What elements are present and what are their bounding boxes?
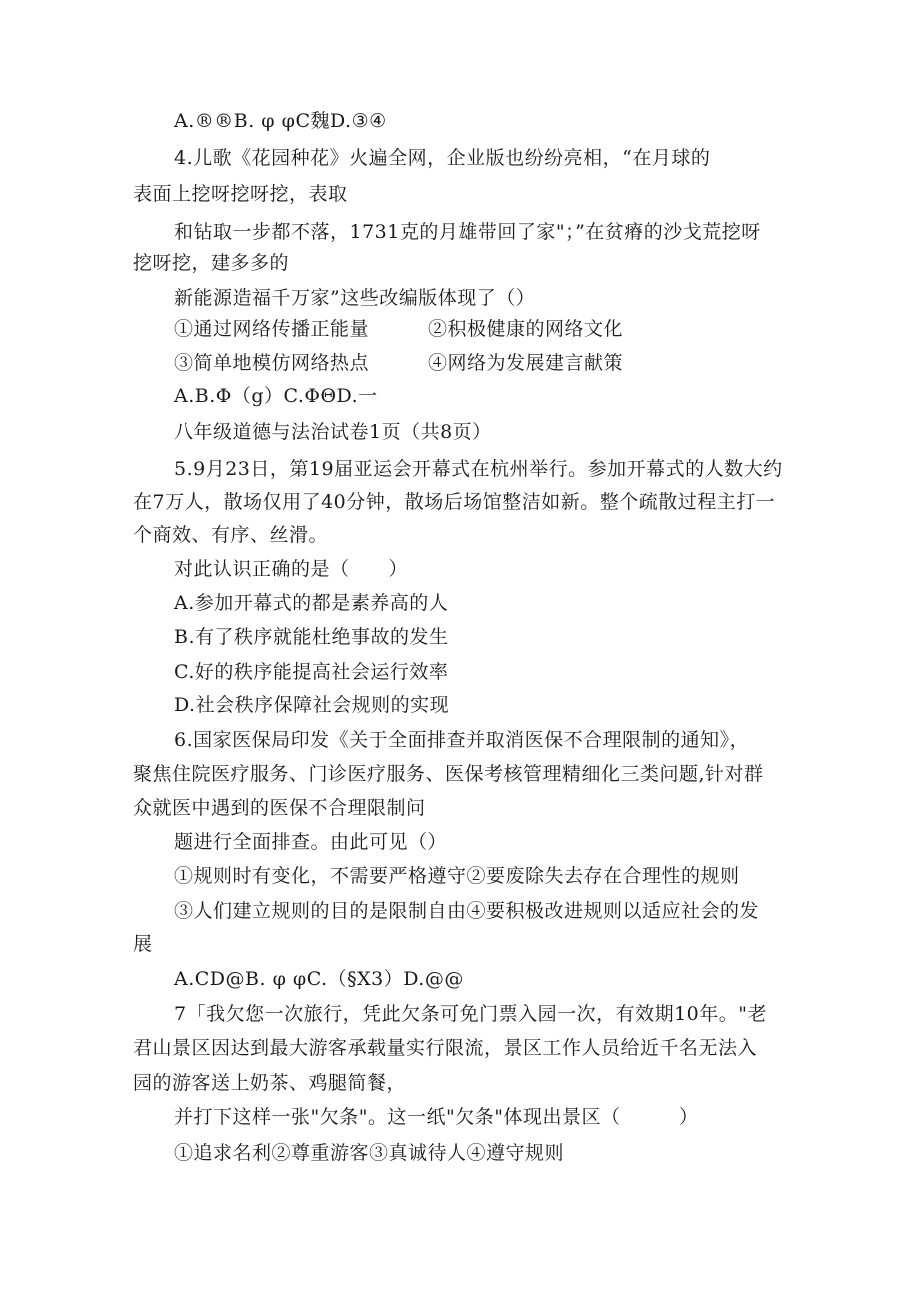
q6-statements-1-2: ①规则时有变化，不需要严格遵守②要废除失去存在合理性的规则	[174, 865, 740, 887]
q4-stem-line5: 新能源造福千万家”这些改编版体现了（）	[174, 287, 536, 309]
q5-option-b: B.有了秩序就能杜绝事故的发生	[174, 626, 449, 648]
q7-stem-line3: 园的游客送上奶茶、鸡腿简餐，	[133, 1072, 407, 1094]
q7-statements: ①追求名利②尊重游客③真诚待人④遵守规则	[174, 1142, 565, 1164]
q5-stem-line3: 个商效、有序、丝滑。	[133, 524, 329, 546]
q7-stem-line1: 7「我欠您一次旅行，凭此欠条可免门票入园一次，有效期10年。"老	[174, 1003, 768, 1025]
q7-stem-line4: 并打下这样一张"欠条"。这一纸"欠条"体现出景区（ ）	[174, 1106, 699, 1128]
page-footer: 八年级道德与法治试卷1页（共8页）	[174, 421, 492, 443]
q4-statement-4: ④网络为发展建言献策	[428, 352, 624, 374]
q6-stem-line1: 6.国家医保局印发《关于全面排查并取消医保不合理限制的通知》，	[174, 729, 750, 751]
q3-options: A.®®B. φ φC魏D.③④	[174, 110, 387, 132]
q4-stem-line2: 表面上挖呀挖呀挖，表取	[133, 183, 348, 205]
q6-statements-wrap: 展	[133, 933, 153, 955]
q4-statement-3: ③简单地模仿网络热点	[174, 352, 370, 374]
q7-stem-line2: 君山景区因达到最大游客承载量实行限流，景区工作人员给近千名无法入	[133, 1037, 758, 1059]
q6-statements-3-4: ③人们建立规则的目的是限制自由④要积极改进规则以适应社会的发	[174, 900, 760, 922]
q5-prompt: 对此认识正确的是（ ）	[174, 558, 409, 580]
q6-stem-line2: 聚焦住院医疗服务、门诊医疗服务、医保考核管理精细化三类问题,针对群	[133, 763, 764, 785]
q5-option-a: A.参加开幕式的都是素养高的人	[174, 592, 449, 614]
q5-option-c: C.好的秩序能提高社会运行效率	[174, 661, 449, 683]
q6-stem-line3: 众就医中遇到的医保不合理限制问	[133, 797, 426, 819]
q5-stem-line2: 在7万人，散场仅用了40分钟，散场后场馆整洁如新。整个疏散过程主打一	[133, 491, 776, 513]
q4-stem-line3: 和钻取一步都不落，1731克的月雄带回了家"；”在贫瘠的沙戈荒挖呀	[174, 221, 761, 243]
q4-stem-line1: 4.儿歌《花园种花》火遍全网，企业版也纷纷亮相，“在月球的	[174, 147, 711, 169]
q5-option-d: D.社会秩序保障社会规则的实现	[174, 694, 450, 716]
q4-statement-2: ②积极健康的网络文化	[428, 318, 624, 340]
q4-stem-line4: 挖呀挖，建多多的	[133, 252, 290, 274]
q4-statement-1: ①通过网络传播正能量	[174, 318, 370, 340]
q6-options: A.CD@B. φ φC.（§X3）D.@@	[174, 968, 464, 990]
q5-stem-line1: 5.9月23日，第19届亚运会开幕式在杭州举行。参加开幕式的人数大约	[174, 458, 783, 480]
q6-stem-line4: 题进行全面排查。由此可见（）	[174, 831, 448, 853]
q4-options: A.B.Φ（g）C.ΦΘD.一	[174, 385, 378, 407]
